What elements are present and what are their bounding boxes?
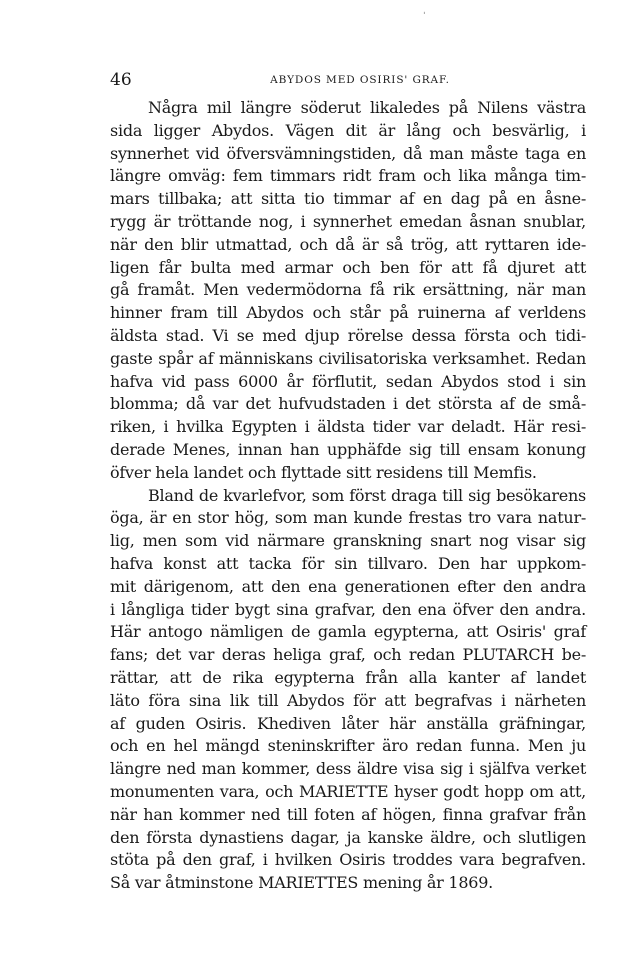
text-line: öfver hela landet och flyttade sitt residens till Memfis.	[110, 462, 537, 482]
text-line: synnerhet vid öfversvämningstiden, då man måste taga en	[110, 143, 586, 163]
page-number: 46	[110, 70, 132, 90]
text-line: i långliga tider bygt sina grafvar, den ena öfver den andra.	[110, 599, 586, 619]
text-line: fans; det var deras heliga graf, och redan PLUTARCH be-	[110, 645, 586, 665]
print-mark: ˈ	[423, 12, 426, 22]
text-line: af guden Osiris. Khediven låter här anställa gräfningar,	[110, 713, 586, 733]
text-line: rygg är tröttande nog, i synnerhet emedan åsnan snublar,	[110, 211, 586, 231]
text-line: den första dynastiens dagar, ja kanske äldre, och slutligen	[110, 827, 586, 847]
text-line: riken, i hvilka Egypten i äldsta tider var deladt. Här resi-	[110, 417, 586, 437]
text-line: äldsta stad. Vi se med djup rörelse dessa första och tidi-	[110, 325, 586, 345]
text-line: öga, är en stor hög, som man kunde frestas tro vara natur-	[110, 508, 586, 528]
text-line: rättar, att de rika egypterna från alla kanter af landet	[110, 667, 586, 687]
text-line: när han kommer ned till foten af högen, finna grafvar från	[110, 804, 586, 824]
body-text	[110, 97, 586, 895]
text-line: blomma; då var det hufvudstaden i det största af de små-	[110, 394, 586, 414]
page-header	[110, 70, 586, 94]
text-line: derade Menes, innan han upphäfde sig till ensam konung	[110, 439, 586, 459]
text-line: hafva konst att tacka för sin tillvaro. Den har uppkom-	[110, 553, 586, 573]
text-line: längre ned man kommer, dess äldre visa sig i själfva verket	[110, 759, 586, 779]
text-line: Några mil längre söderut likaledes på Nilens västra	[148, 98, 586, 117]
text-line: Så var åtminstone MARIETTES mening år 1869.	[110, 873, 493, 893]
text-line: ligen får bulta med armar och ben för att få djuret att	[110, 257, 586, 277]
text-line: gaste spår af människans civilisatoriska verksamhet. Redan	[110, 348, 586, 368]
text-line: monumenten vara, och MARIETTE hyser godt hopp om att,	[110, 781, 586, 801]
text-line: mars tillbaka; att sitta tio timmar af en dag på en åsne-	[110, 189, 586, 209]
text-line: läto föra sina lik till Abydos för att begrafvas i närheten	[110, 690, 586, 710]
text-line: Bland de kvarlefvor, som först draga till sig besökarens	[148, 485, 586, 505]
text-line: när den blir utmattad, och då är så trög, att ryttaren ide-	[110, 234, 586, 254]
text-line: sida ligger Abydos. Vägen dit är lång och besvärlig, i	[110, 120, 586, 140]
text-line: hafva vid pass 6000 år förflutit, sedan Abydos stod i sin	[110, 371, 586, 391]
text-line: lig, men som vid närmare granskning snart nog visar sig	[110, 531, 586, 551]
running-head: ABYDOS MED OSIRIS' GRAF.	[270, 74, 450, 86]
text-line: stöta på den graf, i hvilken Osiris troddes vara begrafven.	[110, 850, 586, 870]
text-line: Här antogo nämligen de gamla egypterna, att Osiris' graf	[110, 622, 586, 642]
text-line: längre omväg: fem timmars ridt fram och lika många tim-	[110, 166, 586, 186]
text-line: och en hel mängd steninskrifter äro redan funna. Men ju	[110, 736, 586, 756]
text-line: gå framåt. Men vedermödorna få rik ersättning, när man	[110, 280, 586, 300]
text-line: mit därigenom, att den ena generationen efter den andra	[110, 576, 586, 596]
text-line: hinner fram till Abydos och står på ruinerna af verldens	[110, 303, 586, 323]
